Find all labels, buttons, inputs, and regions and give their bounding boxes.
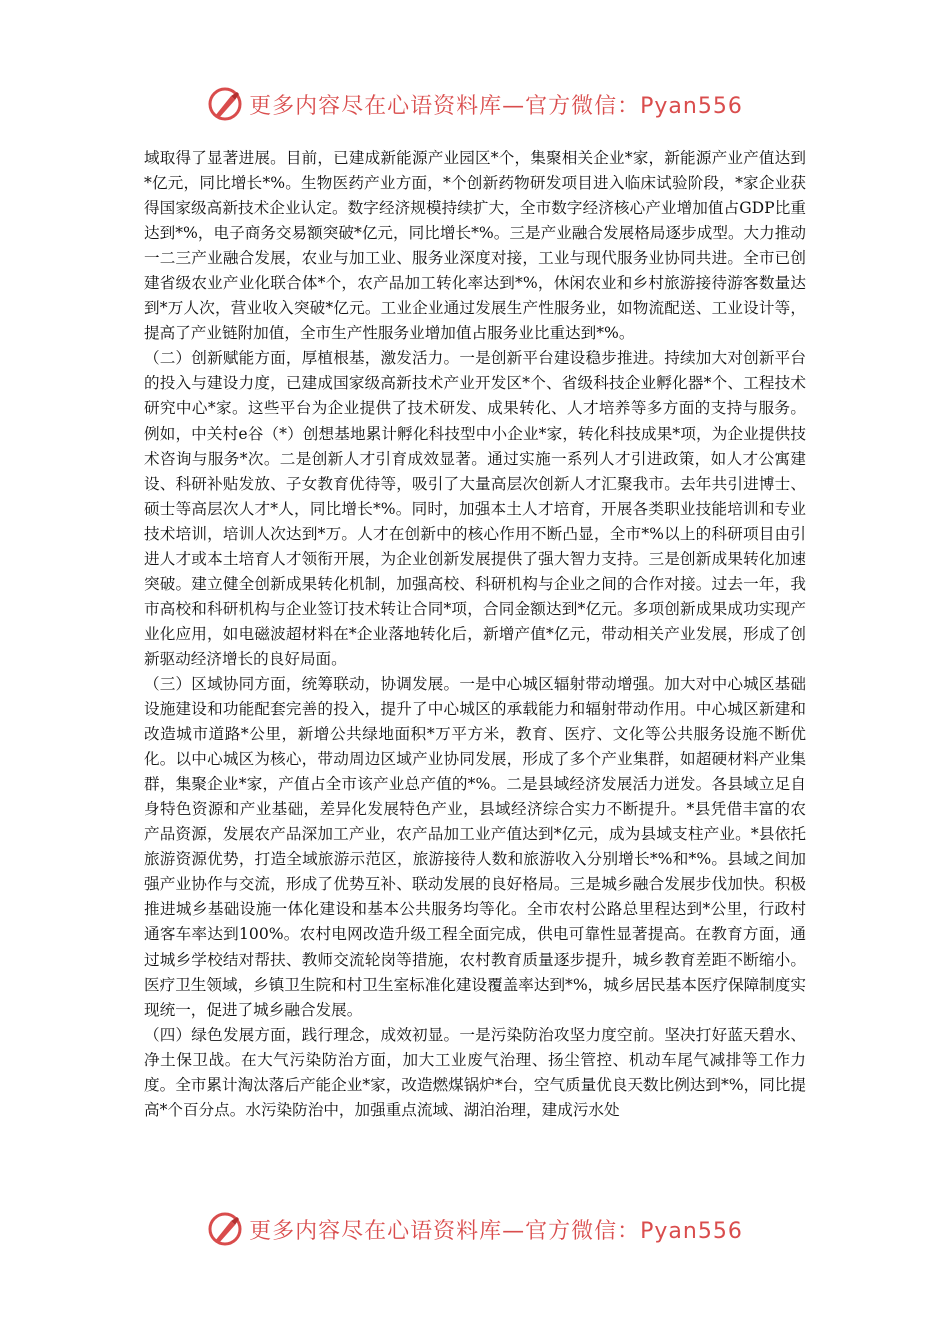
document-body <box>144 146 806 1123</box>
watermark-text: 更多内容尽在心语资料库—官方微信：Pyan556 <box>249 1218 743 1244</box>
pen-nib-logo-icon <box>207 86 243 122</box>
paragraph: （四）绿色发展方面，践行理念，成效初显。一是污染防治攻坚力度空前。坚决打好蓝天碧水、净土保卫战。在大气污染防治方面，加大工业废气治理、扬尘管控、机动车尾气减排等工作力度。全市累计淘汰落后产能企业*家，改造燃煤锅炉*台，空气质量优良天数比例达到*%，同比提高*个百分点。水污染防治中，加强重点流域、湖泊治理，建成污水处 <box>144 1025 806 1119</box>
watermark-text: 更多内容尽在心语资料库—官方微信：Pyan556 <box>249 93 743 119</box>
watermark-header <box>0 82 950 126</box>
pen-nib-logo-icon <box>207 1211 243 1247</box>
paragraph: （三）区域协同方面，统筹联动，协调发展。一是中心城区辐射带动增强。加大对中心城区基础设施建设和功能配套完善的投入，提升了中心城区的承载能力和辐射带动作用。中心城区新建和改造城市道路*公里，新增公共绿地面积*万平方米，教育、医疗、文化等公共服务设施不断优化。以中心城区为核心，带动周边区域产业协同发展，形成了多个产业集群，如超硬材料产业集群，集聚企业*家，产值占全市该产业总产值的*%。二是县域经济发展活力迸发。各县域立足自身特色资源和产业基础，差异化发展特色产业，县域经济综合实力不断提升。*县凭借丰富的农产品资源，发展农产品深加工产业，农产品加工业产值达到*亿元，成为县域支柱产业。*县依托旅游资源优势，打造全域旅游示范区，旅游接待人数和旅游收入分别增长*%和*%。县域之间加强产业协作与交流，形成了优势互补、联动发展的良好格局。三是城乡融合发展步伐加快。积极推进城乡基础设施一体化建设和基本公共服务均等化。全市农村公路总里程达到*公里，行政村通客车率达到100%。农村电网改造升级工程全面完成，供电可靠性显著提高。在教育方面，通过城乡学校结对帮扶、教师交流轮岗等措施，农村教育质量逐步提升，城乡教育差距不断缩小。医疗卫生领域，乡镇卫生院和村卫生室标准化建设覆盖率达到*%，城乡居民基本医疗保障制度实现统一，促进了城乡融合发展。 <box>144 674 806 1019</box>
paragraph: 域取得了显著进展。目前，已建成新能源产业园区*个，集聚相关企业*家，新能源产业产值达到*亿元，同比增长*%。生物医药产业方面，*个创新药物研发项目进入临床试验阶段，*家企业获得国家级高新技术企业认定。数字经济规模持续扩大，全市数字经济核心产业增加值占GDP比重达到*%，电子商务交易额突破*亿元，同比增长*%。三是产业融合发展格局逐步成型。大力推动一二三产业融合发展，农业与加工业、服务业深度对接，工业与现代服务业协同共进。全市已创建省级农业产业化联合体*个，农产品加工转化率达到*%，休闲农业和乡村旅游接待游客数量达到*万人次，营业收入突破*亿元。工业企业通过发展生产性服务业，如物流配送、工业设计等，提高了产业链附加值，全市生产性服务业增加值占服务业比重达到*%。 <box>144 149 806 343</box>
watermark-footer <box>0 1207 950 1251</box>
paragraph: （二）创新赋能方面，厚植根基，激发活力。一是创新平台建设稳步推进。持续加大对创新平台的投入与建设力度，已建成国家级高新技术产业开发区*个、省级科技企业孵化器*个、工程技术研究中心*家。这些平台为企业提供了技术研发、成果转化、人才培养等多方面的支持与服务。例如，中关村e谷（*）创想基地累计孵化科技型中小企业*家，转化科技成果*项，为企业提供技术咨询与服务*次。二是创新人才引育成效显著。通过实施一系列人才引进政策，如人才公寓建设、科研补贴发放、子女教育优待等，吸引了大量高层次创新人才汇聚我市。去年共引进博士、硕士等高层次人才*人，同比增长*%。同时，加强本土人才培育，开展各类职业技能培训和专业技术培训，培训人次达到*万。人才在创新中的核心作用不断凸显，全市*%以上的科研项目由引进人才或本土培育人才领衔开展，为企业创新发展提供了强大智力支持。三是创新成果转化加速突破。建立健全创新成果转化机制，加强高校、科研机构与企业之间的合作对接。过去一年，我市高校和科研机构与企业签订技术转让合同*项，合同金额达到*亿元。多项创新成果成功实现产业化应用，如电磁波超材料在*企业落地转化后，新增产值*亿元，带动相关产业发展，形成了创新驱动经济增长的良好局面。 <box>144 349 806 668</box>
